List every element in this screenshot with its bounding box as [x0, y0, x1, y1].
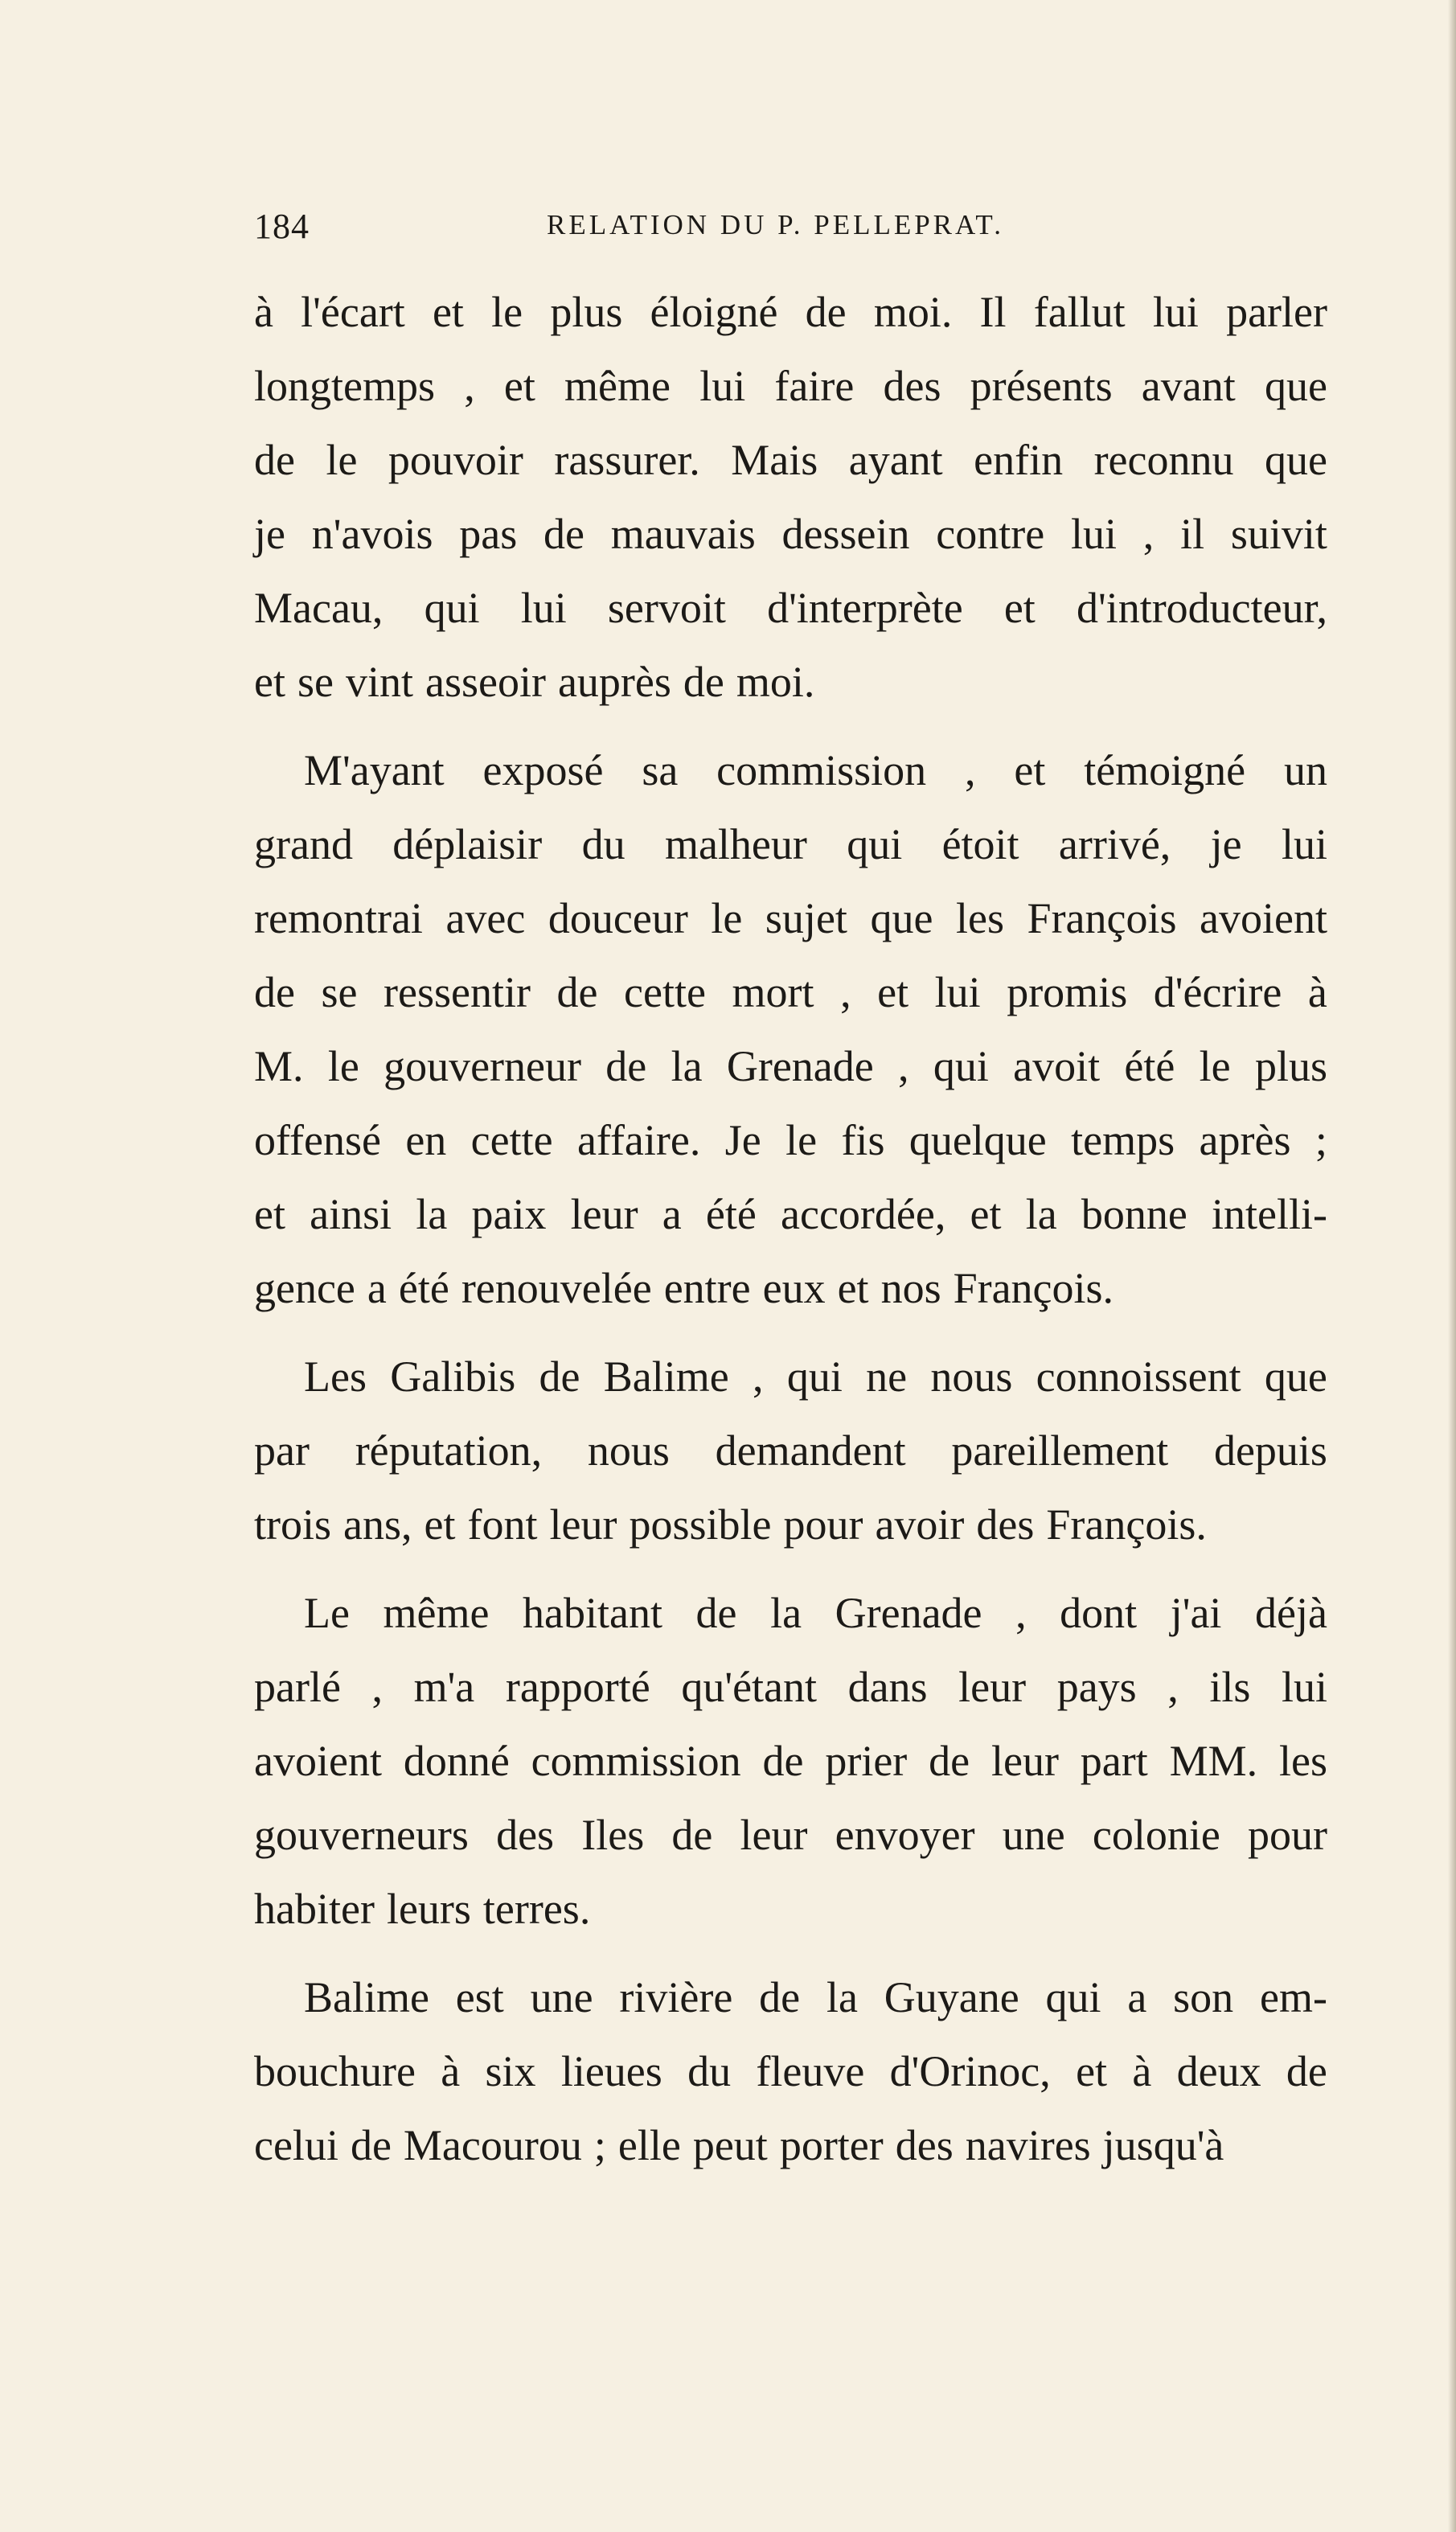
body-text [254, 275, 1327, 2182]
text-line: M. le gouverneur de la Grenade , qui avoit été le plus [254, 1042, 1327, 1090]
text-line: Le même habitant de la Grenade , dont j'ai déjà [304, 1589, 1327, 1637]
text-line: Macau, qui lui servoit d'interprète et d'introducteur, [254, 584, 1327, 632]
text-line: à l'écart et le plus éloigné de moi. Il fallut lui parler [254, 288, 1327, 336]
text-line: bouchure à six lieues du fleuve d'Orinoc, et à deux de [254, 2047, 1327, 2095]
paragraph-gap [254, 1561, 1327, 1576]
text-line: avoient donné commission de prier de leur part MM. les [254, 1737, 1327, 1785]
paragraph [254, 1960, 1327, 2182]
text-line: gouverneurs des Iles de leur envoyer une colonie pour [254, 1811, 1327, 1859]
text-line: offensé en cette affaire. Je le fis quelque temps après ; [254, 1116, 1327, 1164]
page-number: 184 [254, 207, 310, 246]
paragraph-gap [254, 1325, 1327, 1340]
paragraph [254, 1576, 1327, 1946]
text-line: grand déplaisir du malheur qui étoit arrivé, je lui [254, 820, 1327, 868]
page-edge-shadow [1448, 0, 1456, 2532]
paragraph-gap [254, 1946, 1327, 1960]
text-line: longtemps , et même lui faire des présents avant que [254, 362, 1327, 410]
text-line: Balime est une rivière de la Guyane qui a son em- [304, 1973, 1327, 2021]
text-line: Les Galibis de Balime , qui ne nous connoissent que [304, 1352, 1327, 1401]
text-line: de le pouvoir rassurer. Mais ayant enfin reconnu que [254, 436, 1327, 484]
text-line: je n'avois pas de mauvais dessein contre lui , il suivit [254, 510, 1327, 558]
text-line: et ainsi la paix leur a été accordée, et la bonne intelli- [254, 1190, 1327, 1238]
text-line: M'ayant exposé sa commission , et témoigné un [304, 746, 1327, 794]
text-line: habiter leurs terres. [254, 1885, 591, 1933]
running-title: RELATION DU P. PELLEPRAT. [547, 209, 1004, 240]
paragraph [254, 1340, 1327, 1561]
text-line: trois ans, et font leur possible pour avoir des François. [254, 1500, 1207, 1549]
text-line: remontrai avec douceur le sujet que les François avoient [254, 894, 1327, 942]
paragraph [254, 275, 1327, 719]
text-line: gence a été renouvelée entre eux et nos François. [254, 1264, 1114, 1312]
paragraph-gap [254, 719, 1327, 733]
text-line: par réputation, nous demandent pareillement depuis [254, 1426, 1327, 1475]
text-line: de se ressentir de cette mort , et lui promis d'écrire à [254, 968, 1327, 1016]
page-header [254, 206, 1356, 254]
paragraph [254, 733, 1327, 1325]
text-line: celui de Macourou ; elle peut porter des navires jusqu'à [254, 2121, 1224, 2169]
text-line: parlé , m'a rapporté qu'étant dans leur pays , ils lui [254, 1663, 1327, 1711]
text-line: et se vint asseoir auprès de moi. [254, 658, 815, 706]
